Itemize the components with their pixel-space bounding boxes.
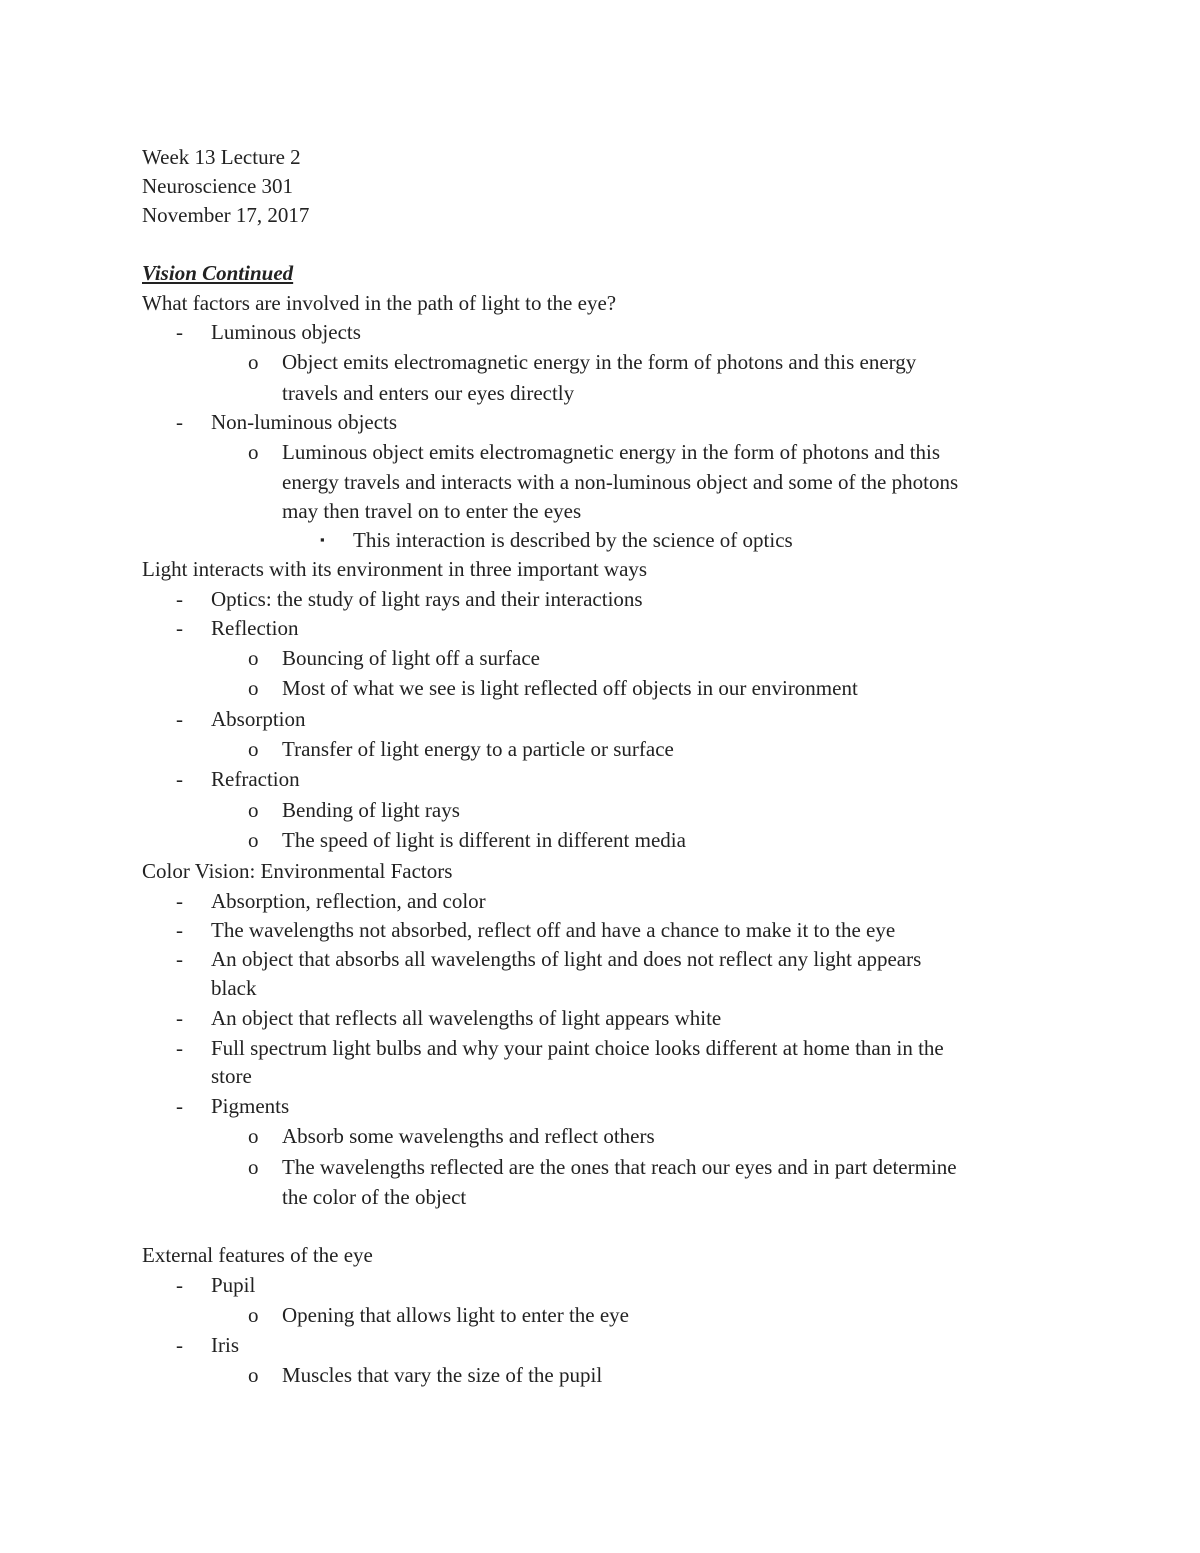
list-item: The wavelengths reflected are the ones that reach our eyes and in part determine	[282, 1155, 957, 1179]
list-item: Non-luminous objects	[211, 410, 398, 434]
list-item: Reflection	[211, 616, 299, 640]
list-item: Muscles that vary the size of the pupil	[282, 1363, 603, 1387]
list-item-continuation: energy travels and interacts with a non-luminous object and some of the photons	[282, 470, 959, 494]
list-item: Luminous objects	[211, 320, 361, 344]
list-item: Refraction	[211, 767, 300, 791]
dash-bullet: -	[176, 616, 183, 640]
week-lecture-line: Week 13 Lecture 2	[142, 145, 301, 169]
list-item: Absorption	[211, 707, 306, 731]
circle-bullet: o	[248, 1124, 259, 1148]
dash-bullet: -	[176, 1036, 183, 1060]
list-item: Absorption, reflection, and color	[211, 889, 486, 913]
list-item: An object that absorbs all wavelengths of light and does not reflect any light appears	[211, 947, 922, 971]
square-bullet: ▪	[320, 532, 325, 547]
section-heading: Color Vision: Environmental Factors	[142, 859, 453, 883]
list-item: Object emits electromagnetic energy in the form of photons and this energy	[282, 350, 917, 374]
section-heading: Light interacts with its environment in three important ways	[142, 557, 648, 581]
dash-bullet: -	[176, 889, 183, 913]
list-item: Transfer of light energy to a particle or surface	[282, 737, 674, 761]
circle-bullet: o	[248, 440, 259, 464]
circle-bullet: o	[248, 737, 259, 761]
circle-bullet: o	[248, 798, 259, 822]
list-item-continuation: the color of the object	[282, 1185, 467, 1209]
circle-bullet: o	[248, 1363, 259, 1387]
circle-bullet: o	[248, 676, 259, 700]
dash-bullet: -	[176, 410, 183, 434]
section-title: Vision Continued	[142, 261, 294, 285]
list-item: The speed of light is different in different media	[282, 828, 686, 852]
dash-bullet: -	[176, 707, 183, 731]
date-line: November 17, 2017	[142, 203, 310, 227]
course-line: Neuroscience 301	[142, 174, 294, 198]
dash-bullet: -	[176, 1333, 183, 1357]
list-item: Luminous object emits electromagnetic energy in the form of photons and this	[282, 440, 941, 464]
circle-bullet: o	[248, 350, 259, 374]
list-item: Pupil	[211, 1273, 256, 1297]
list-item: Optics: the study of light rays and their interactions	[211, 587, 643, 611]
dash-bullet: -	[176, 918, 183, 942]
circle-bullet: o	[248, 828, 259, 852]
list-item: Most of what we see is light reflected off objects in our environment	[282, 676, 858, 700]
list-item: Bouncing of light off a surface	[282, 646, 540, 670]
list-item: Iris	[211, 1333, 239, 1357]
list-item: Absorb some wavelengths and reflect others	[282, 1124, 655, 1148]
list-item: Full spectrum light bulbs and why your paint choice looks different at home than in the	[211, 1036, 944, 1060]
dash-bullet: -	[176, 587, 183, 611]
circle-bullet: o	[248, 1155, 259, 1179]
question-line: What factors are involved in the path of light to the eye?	[142, 291, 617, 315]
list-item: The wavelengths not absorbed, reflect off and have a chance to make it to the eye	[211, 918, 896, 942]
list-item-continuation: black	[211, 976, 257, 1000]
list-item-continuation: may then travel on to enter the eyes	[282, 499, 582, 523]
list-item: This interaction is described by the science of optics	[353, 528, 793, 552]
dash-bullet: -	[176, 1094, 183, 1118]
dash-bullet: -	[176, 1006, 183, 1030]
dash-bullet: -	[176, 947, 183, 971]
list-item-continuation: travels and enters our eyes directly	[282, 381, 575, 405]
circle-bullet: o	[248, 1303, 259, 1327]
list-item-continuation: store	[211, 1064, 252, 1088]
dash-bullet: -	[176, 1273, 183, 1297]
list-item: Pigments	[211, 1094, 290, 1118]
section-heading: External features of the eye	[142, 1243, 373, 1267]
circle-bullet: o	[248, 646, 259, 670]
dash-bullet: -	[176, 767, 183, 791]
list-item: Opening that allows light to enter the eye	[282, 1303, 629, 1327]
list-item: Bending of light rays	[282, 798, 460, 822]
list-item: An object that reflects all wavelengths of light appears white	[211, 1006, 722, 1030]
dash-bullet: -	[176, 320, 183, 344]
